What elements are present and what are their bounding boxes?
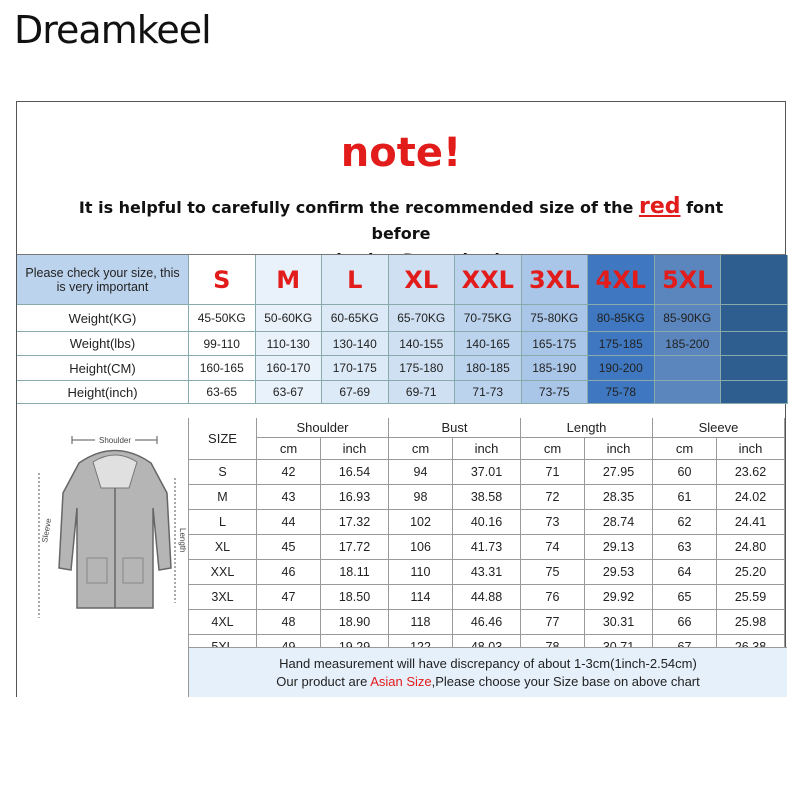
size-cell: 71-73	[455, 381, 522, 404]
measure-cell: 102	[389, 510, 453, 535]
note-line1-red: red	[638, 194, 681, 219]
measure-cell: 62	[653, 510, 717, 535]
measure-cell: 37.01	[453, 460, 521, 485]
group-header-sleeve: Sleeve	[653, 418, 785, 438]
row-label: Weight(lbs)	[17, 332, 189, 356]
measure-cell: 18.90	[321, 610, 389, 635]
measure-cell: 48	[257, 610, 321, 635]
group-header-shoulder: Shoulder	[257, 418, 389, 438]
measure-cell: 60	[653, 460, 717, 485]
size-cell: 60-65KG	[322, 305, 389, 332]
size-cell: 75-80KG	[522, 305, 589, 332]
size-cell	[655, 356, 722, 381]
size-cell-label: L	[189, 510, 257, 535]
measure-cell: 75	[521, 560, 585, 585]
unit-cm: cm	[389, 438, 453, 460]
size-header-4XL: 4XL	[588, 255, 655, 305]
size-cell-label: 4XL	[189, 610, 257, 635]
unit-cm: cm	[521, 438, 585, 460]
size-cell: 80-85KG	[588, 305, 655, 332]
measure-cell: 18.11	[321, 560, 389, 585]
sleeve-label: Sleeve	[40, 517, 54, 544]
size-cell: 140-155	[389, 332, 456, 356]
measure-cell: 25.20	[717, 560, 785, 585]
size-cell: 63-67	[256, 381, 323, 404]
size-cell-label: XL	[189, 535, 257, 560]
size-cell: 85-90KG	[655, 305, 722, 332]
size-cell: 130-140	[322, 332, 389, 356]
footer-line2	[189, 673, 787, 691]
unit-inch: inch	[717, 438, 785, 460]
size-cell: 160-170	[256, 356, 323, 381]
measure-cell: 24.80	[717, 535, 785, 560]
length-label: Length	[178, 528, 187, 553]
size-header-S: S	[189, 255, 256, 305]
footer-note	[189, 647, 787, 697]
measure-cell: 46	[257, 560, 321, 585]
footer-line2-pre: Our product are	[276, 674, 371, 689]
size-cell: 175-180	[389, 356, 456, 381]
measure-cell: 76	[521, 585, 585, 610]
measure-cell: 98	[389, 485, 453, 510]
measure-cell: 28.74	[585, 510, 653, 535]
measure-cell: 18.50	[321, 585, 389, 610]
measure-cell: 30.31	[585, 610, 653, 635]
measure-cell: 25.59	[717, 585, 785, 610]
size-cell: 75-78	[588, 381, 655, 404]
row-label: Height(inch)	[17, 381, 189, 404]
size-header-XXL: XXL	[455, 255, 522, 305]
measure-cell: 46.46	[453, 610, 521, 635]
note-title: note!	[340, 130, 462, 176]
measure-cell: 47	[257, 585, 321, 610]
group-header-length: Length	[521, 418, 653, 438]
size-cell: 140-165	[455, 332, 522, 356]
measure-cell: 43.31	[453, 560, 521, 585]
group-header-bust: Bust	[389, 418, 521, 438]
size-cell: 73-75	[522, 381, 589, 404]
size-cell: 175-185	[588, 332, 655, 356]
size-cell: 67-69	[322, 381, 389, 404]
size-cell: 65-70KG	[389, 305, 456, 332]
measure-cell: 17.72	[321, 535, 389, 560]
measure-cell: 114	[389, 585, 453, 610]
measure-cell: 38.58	[453, 485, 521, 510]
size-cell: 190-200	[588, 356, 655, 381]
size-cell: 185-200	[655, 332, 722, 356]
measure-cell: 63	[653, 535, 717, 560]
size-cell-label: 3XL	[189, 585, 257, 610]
measure-cell: 24.41	[717, 510, 785, 535]
measure-cell: 28.35	[585, 485, 653, 510]
measure-cell: 23.62	[717, 460, 785, 485]
size-cell	[721, 332, 788, 356]
size-cell: 70-75KG	[455, 305, 522, 332]
shoulder-measure	[72, 433, 157, 445]
note-line1-post: font before	[371, 198, 724, 243]
measure-cell: 94	[389, 460, 453, 485]
size-cell	[721, 356, 788, 381]
size-cell	[721, 381, 788, 404]
measure-cell: 27.95	[585, 460, 653, 485]
measure-cell: 61	[653, 485, 717, 510]
size-header-blank	[721, 255, 788, 305]
measure-cell: 29.13	[585, 535, 653, 560]
unit-inch: inch	[321, 438, 389, 460]
note-line1-pre: It is helpful to carefully confirm the recommended size of the	[78, 198, 634, 217]
measure-cell: 74	[521, 535, 585, 560]
size-cell: 110-130	[256, 332, 323, 356]
size-column-header: SIZE	[189, 418, 257, 460]
size-intro-label: Please check your size, this is very important	[17, 255, 189, 305]
size-cell	[721, 305, 788, 332]
hoodie-icon	[59, 451, 171, 609]
size-cell: 99-110	[189, 332, 256, 356]
unit-cm: cm	[257, 438, 321, 460]
size-cell: 165-175	[522, 332, 589, 356]
unit-inch: inch	[585, 438, 653, 460]
brand-logo: Dreamkeel	[14, 8, 211, 52]
measure-cell: 64	[653, 560, 717, 585]
measure-cell: 24.02	[717, 485, 785, 510]
size-header-3XL: 3XL	[522, 255, 589, 305]
measure-cell: 44	[257, 510, 321, 535]
measure-cell: 41.73	[453, 535, 521, 560]
footer-asian-size: Asian Size	[370, 674, 432, 689]
size-header-L: L	[322, 255, 389, 305]
size-cell	[655, 381, 722, 404]
measure-cell: 29.92	[585, 585, 653, 610]
size-cell: 69-71	[389, 381, 456, 404]
shoulder-label: Shoulder	[98, 436, 132, 445]
size-cell: 185-190	[522, 356, 589, 381]
footer-line1: Hand measurement will have discrepancy of about 1-3cm(1inch-2.54cm)	[279, 656, 697, 671]
row-label: Height(CM)	[17, 356, 189, 381]
size-cell-label: M	[189, 485, 257, 510]
measure-cell: 77	[521, 610, 585, 635]
measure-cell: 106	[389, 535, 453, 560]
measure-cell: 16.93	[321, 485, 389, 510]
size-cell: 180-185	[455, 356, 522, 381]
measure-cell: 43	[257, 485, 321, 510]
measure-cell: 17.32	[321, 510, 389, 535]
measure-cell: 66	[653, 610, 717, 635]
size-cell: 50-60KG	[256, 305, 323, 332]
measure-cell: 118	[389, 610, 453, 635]
hoodie-illustration	[17, 418, 189, 697]
size-cell: 170-175	[322, 356, 389, 381]
measure-cell: 72	[521, 485, 585, 510]
measure-cell: 40.16	[453, 510, 521, 535]
measure-cell: 42	[257, 460, 321, 485]
size-cell: 63-65	[189, 381, 256, 404]
measure-cell: 29.53	[585, 560, 653, 585]
measure-cell: 73	[521, 510, 585, 535]
measure-cell: 16.54	[321, 460, 389, 485]
measure-cell: 25.98	[717, 610, 785, 635]
size-guide-panel	[16, 101, 786, 697]
footer-line2-post: ,Please choose your Size base on above chart	[431, 674, 700, 689]
measure-cell: 110	[389, 560, 453, 585]
unit-inch: inch	[453, 438, 521, 460]
row-label: Weight(KG)	[17, 305, 189, 332]
measure-cell: 71	[521, 460, 585, 485]
measure-cell: 65	[653, 585, 717, 610]
size-cell: 160-165	[189, 356, 256, 381]
sleeve-measure	[39, 473, 53, 618]
length-measure	[175, 478, 187, 603]
measure-cell: 44.88	[453, 585, 521, 610]
unit-cm: cm	[653, 438, 717, 460]
measure-cell: 45	[257, 535, 321, 560]
size-header-XL: XL	[389, 255, 456, 305]
size-header-5XL: 5XL	[655, 255, 722, 305]
size-cell-label: XXL	[189, 560, 257, 585]
size-header-M: M	[256, 255, 323, 305]
size-cell-label: S	[189, 460, 257, 485]
size-cell: 45-50KG	[189, 305, 256, 332]
